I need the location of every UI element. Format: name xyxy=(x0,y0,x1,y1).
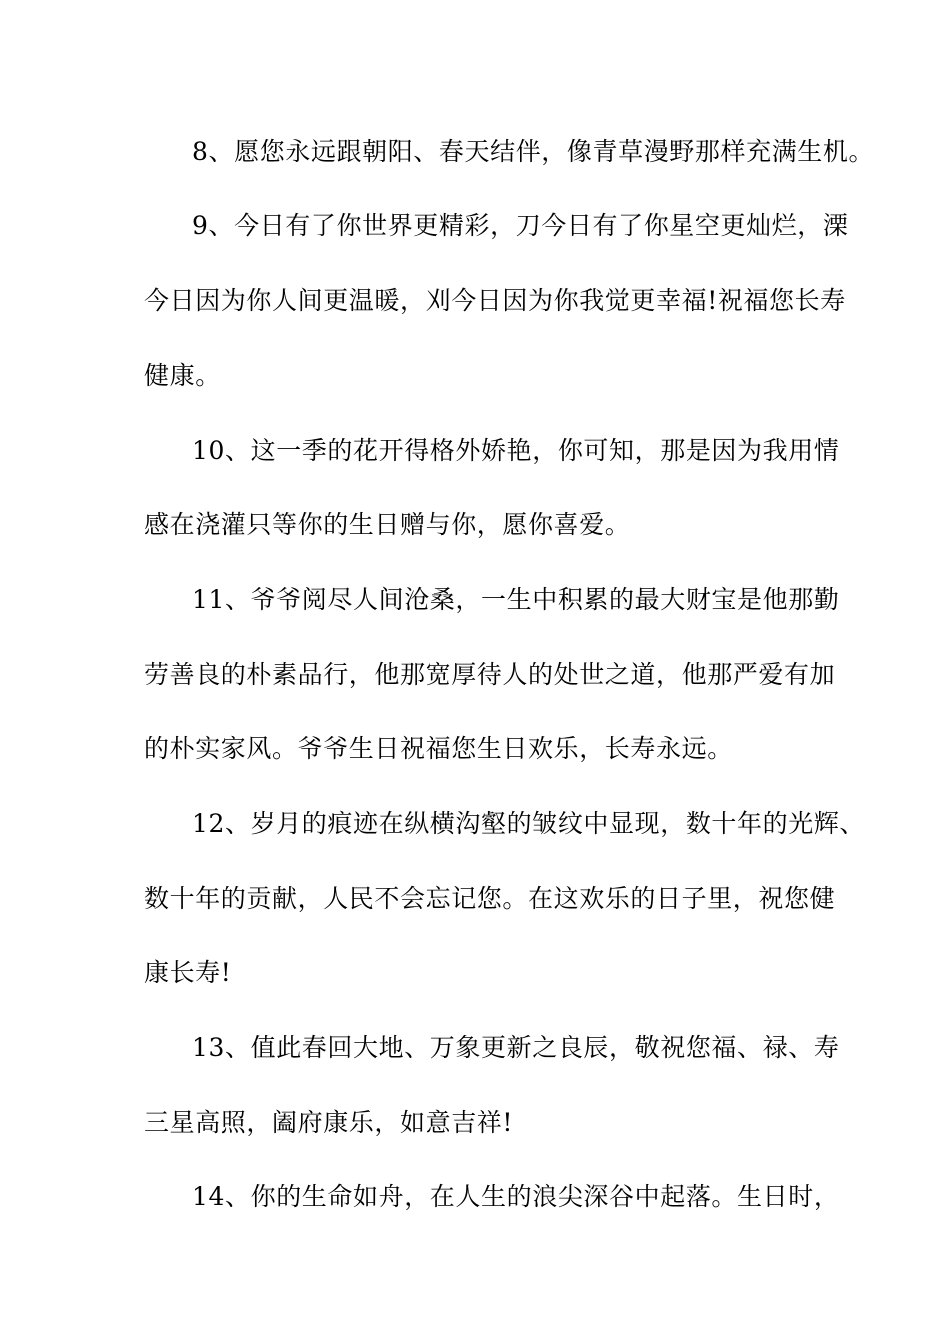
paragraph-14-line-1: 14、你的生命如舟，在人生的浪尖深谷中起落。生日时， xyxy=(192,1182,840,1211)
paragraph-13-line-1: 13、值此春回大地、万象更新之良辰，敬祝您福、禄、寿 xyxy=(192,1033,840,1062)
paragraph-12-line-3: 康长寿! xyxy=(144,958,232,987)
paragraph-11-line-1: 11、爷爷阅尽人间沧桑，一生中积累的最大财宝是他那勤 xyxy=(192,585,840,614)
paragraph-9-line-1: 9、今日有了你世界更精彩，刀今日有了你星空更灿烂，溧 xyxy=(192,211,849,240)
paragraph-12-line-2: 数十年的贡献，人民不会忘记您。在这欢乐的日子里，祝您健 xyxy=(144,884,836,913)
paragraph-12-line-1: 12、岁月的痕迹在纵横沟壑的皱纹中显现，数十年的光辉、 xyxy=(192,809,866,838)
paragraph-9-line-2: 今日因为你人间更温暖，刈今日因为你我觉更幸福!祝福您长寿 xyxy=(144,286,846,315)
paragraph-10-line-1: 10、这一季的花开得格外娇艳，你可知，那是因为我用情 xyxy=(192,436,840,465)
paragraph-13-line-2: 三星高照，阖府康乐，如意吉祥! xyxy=(144,1108,514,1137)
paragraph-9-line-3: 健康。 xyxy=(144,361,221,390)
paragraph-10-line-2: 感在浇灌只等你的生日赠与你，愿你喜爱。 xyxy=(144,510,631,539)
paragraph-11-line-2: 劳善良的朴素品行，他那宽厚待人的处世之道，他那严爱有加 xyxy=(144,660,836,689)
paragraph-11-line-3: 的朴实家风。爷爷生日祝福您生日欢乐，长寿永远。 xyxy=(144,734,733,763)
paragraph-8-line-1: 8、愿您永远跟朝阳、春天结伴，像青草漫野那样充满生机。 xyxy=(192,137,875,166)
